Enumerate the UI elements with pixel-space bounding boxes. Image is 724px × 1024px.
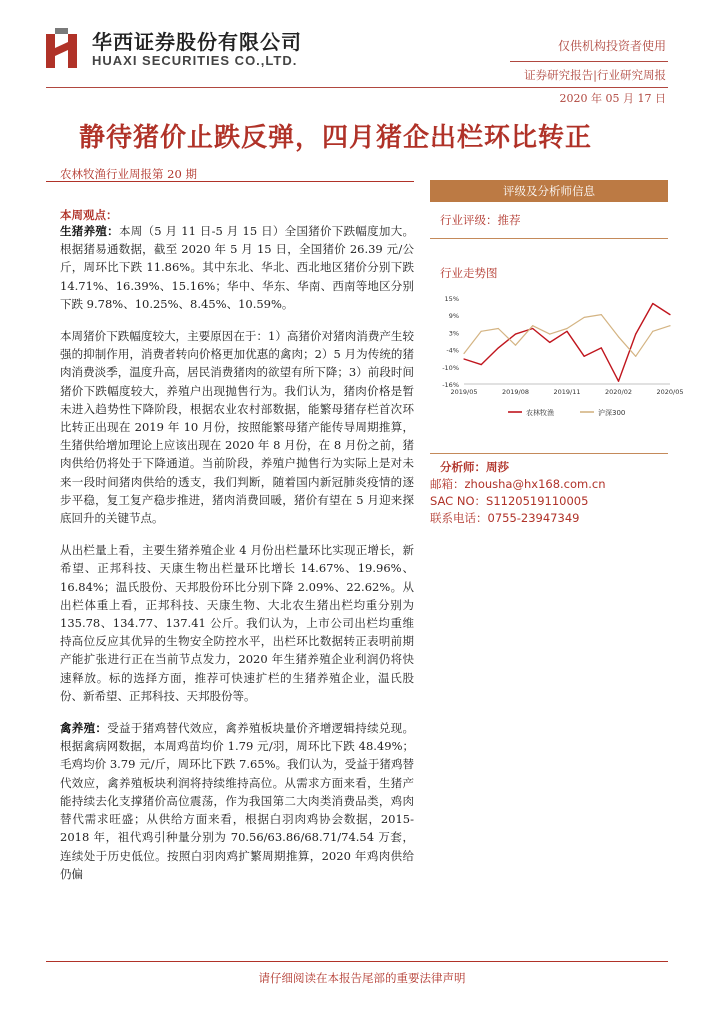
x-tick-label: 2020/05 bbox=[656, 388, 684, 396]
data-point bbox=[584, 356, 585, 357]
data-point bbox=[566, 331, 567, 332]
divider bbox=[510, 61, 668, 62]
data-point bbox=[532, 325, 533, 326]
body-text bbox=[60, 222, 414, 897]
data-point bbox=[566, 328, 567, 329]
industry-trend-chart bbox=[430, 288, 684, 423]
x-tick-label: 2020/02 bbox=[604, 388, 633, 396]
report-series: 农林牧渔行业周报第 20 期 bbox=[60, 167, 197, 181]
divider bbox=[46, 961, 668, 962]
audience-note: 仅供机构投资者使用 bbox=[557, 39, 666, 53]
data-point bbox=[601, 347, 602, 348]
series-line-agriculture bbox=[464, 304, 670, 382]
paragraph-poultry bbox=[60, 719, 414, 883]
legend-label: 农林牧渔 bbox=[526, 409, 554, 417]
analyst-phone: 联系电话：0755-23947349 bbox=[430, 511, 580, 525]
data-point bbox=[635, 356, 636, 357]
x-tick-label: 2019/08 bbox=[501, 388, 530, 396]
data-point bbox=[652, 303, 653, 304]
rating-header: 评级及分析师信息 bbox=[430, 180, 668, 202]
legend-label: 沪深300 bbox=[598, 409, 626, 417]
data-point bbox=[669, 325, 670, 326]
data-point bbox=[635, 333, 636, 334]
data-point bbox=[498, 347, 499, 348]
paragraph-output bbox=[60, 541, 414, 705]
data-point bbox=[669, 314, 670, 315]
data-point bbox=[481, 364, 482, 365]
y-tick-label: -10% bbox=[442, 363, 459, 372]
y-tick-label: -4% bbox=[446, 346, 459, 355]
data-point bbox=[463, 353, 464, 354]
data-point bbox=[618, 336, 619, 337]
paragraph-label: 生猪养殖： bbox=[60, 224, 119, 238]
company-logo bbox=[46, 28, 80, 68]
paragraph-label: 禽养殖： bbox=[60, 721, 108, 736]
data-point bbox=[532, 328, 533, 329]
report-type: 证券研究报告|行业研究周报 bbox=[524, 68, 666, 82]
y-tick-label: -16% bbox=[442, 381, 459, 389]
series-line-csi300 bbox=[464, 315, 670, 357]
x-tick-label: 2019/05 bbox=[450, 388, 478, 396]
legal-disclaimer-note: 请仔细阅读在本报告尾部的重要法律声明 bbox=[258, 971, 466, 985]
data-point bbox=[515, 345, 516, 346]
divider bbox=[430, 453, 668, 454]
company-name-cn: 华西证券股份有限公司 bbox=[92, 30, 302, 54]
chart-title: 行业走势图 bbox=[440, 266, 498, 280]
data-point bbox=[584, 317, 585, 318]
analyst-email[interactable]: 邮箱：zhousha@hx168.com.cn bbox=[430, 477, 606, 491]
data-point bbox=[463, 358, 464, 359]
data-point bbox=[652, 331, 653, 332]
paragraph-price-analysis bbox=[60, 327, 414, 527]
paragraph-text: 受益于猪鸡替代效应，禽养殖板块量价齐增逻辑持续兑现。根据禽病网数据，本周鸡苗均价 1.79 元/羽，周环比下跌 48.49%；毛鸡均价 3.79 元/斤，周环比下跌 7.65%。我们认为，受益于猪鸡替代效应，禽养殖板块利润将持续维持高位。从需求方面来看，生猪产能持续去化支撑猪价高位震荡，作为我国第二大肉类消费品类，鸡肉替代需求旺盛；从供给方面来看，根据白羽肉鸡协会数据，2015-2018 年，祖代鸡引种量分别为 70.56/63.86/68.71/74.54 万套，连续处于历史低位。按照白羽肉鸡扩繁周期推算，2020 年鸡肉供给仍偏 bbox=[60, 721, 415, 881]
x-tick-label: 2019/11 bbox=[553, 388, 581, 396]
y-tick-label: 3% bbox=[448, 329, 459, 338]
divider bbox=[430, 238, 668, 239]
data-point bbox=[498, 328, 499, 329]
industry-rating: 行业评级：推荐 bbox=[440, 213, 521, 227]
data-point bbox=[601, 314, 602, 315]
y-tick-label: 15% bbox=[444, 295, 459, 303]
paragraph-text: 本周猪价下跌幅度较大，主要原因在于：1）高猪价对猪肉消费产生较强的抑制作用，消费者转向价格更加优惠的禽肉；2）5 月为传统的猪肉消费淡季，温度升高，居民消费猪肉的欲望有所下降；3）前段时间猪价下跌幅度较大，养殖户出现抛售行为。我们认为，猪肉价格是暂未进入趋势性下降阶段，根据农业农村部数据，能繁母猪存栏首次环比转正出现在 2019 年 10 月份，按照能繁母猪产能传导周期推算，生猪供给增加理论上应该出现在 2020 年 8 月份，在 8 月份之前，猪肉供给仍将处于下降通道。当前阶段，养殖户抛售行为实际上是对未来一段时间猪肉供给的透支，我们判断，随着国内新冠肺炎疫情的逐步平稳，复工复产稳步推进，猪肉消费回暖，猪价有望在 5 月迎来探底回升的关键节点。 bbox=[60, 329, 414, 526]
company-name-en: HUAXI SECURITIES CO.,LTD. bbox=[92, 53, 298, 68]
paragraph-text: 从出栏量上看，主要生猪养殖企业 4 月份出栏量环比实现正增长，新希望、正邦科技、天康生物出栏量环比增长 14.67%、19.96%、16.84%；温氏股份、天邦股份环比分别下降 2.09%、22.62%。从出栏体重上看，正邦科技、天康生物、大北农生猪出栏均重分别为 135.78、134.77、137.41 公斤。我们认为，上市公司出栏均重维持高位反应其优异的生物安全防控水平，出栏环比数据转正表明前期产能扩张进行正在当前节点发力，2020 年生猪养殖企业利润仍将快速释放。标的选择方面，推荐可快速扩栏的生猪养殖企业，温氏股份、新希望、正邦科技、天邦股份等。 bbox=[60, 543, 414, 703]
paragraph-hog bbox=[60, 222, 414, 313]
page-title: 静待猪价止跌反弹，四月猪企出栏环比转正 bbox=[79, 123, 593, 153]
data-point bbox=[549, 333, 550, 334]
paragraph-text: 本周（5 月 11 日-5 月 15 日）全国猪价下跌幅度加大。根据猪易通数据，截至 2020 年 5 月 15 日，全国猪价 26.39 元/公斤，周环比下跌 11.86%。其中东北、华北、西北地区猪价分别下跌 14.71%、16.39%、15.16%；华中、华东、华南、西南等地区分别下跌 9.78%、10.25%、8.45%、10.59%。 bbox=[60, 224, 415, 311]
report-date: 2020 年 05 月 17 日 bbox=[559, 92, 666, 105]
data-point bbox=[618, 381, 619, 382]
analyst-name: 分析师：周莎 bbox=[440, 460, 509, 474]
analyst-sac-number: SAC NO：S1120519110005 bbox=[430, 494, 589, 508]
section-heading: 本周观点： bbox=[60, 208, 118, 222]
data-point bbox=[549, 342, 550, 343]
data-point bbox=[515, 333, 516, 334]
divider bbox=[46, 181, 414, 182]
y-tick-label: 9% bbox=[448, 312, 459, 321]
data-point bbox=[481, 331, 482, 332]
divider bbox=[46, 87, 668, 88]
